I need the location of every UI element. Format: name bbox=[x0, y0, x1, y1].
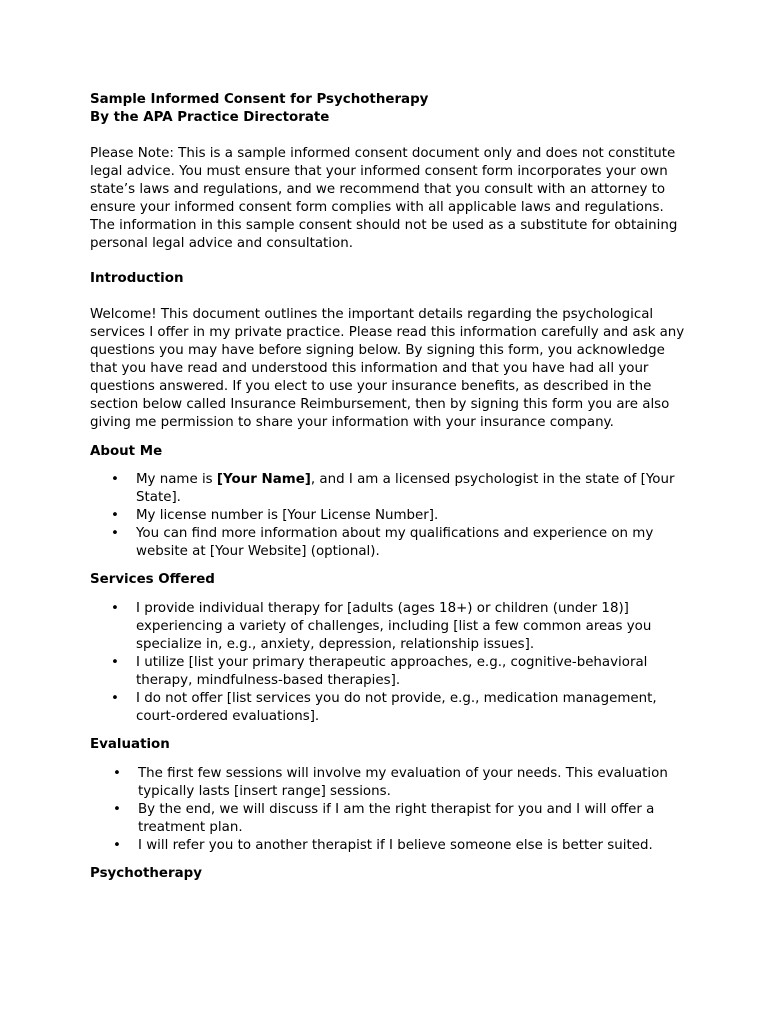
introduction-heading: Introduction bbox=[90, 271, 184, 286]
services-heading: Services Offered bbox=[90, 572, 215, 587]
your-name-placeholder: [Your Name] bbox=[216, 472, 311, 487]
about-me-list bbox=[90, 471, 690, 561]
about-me-item-text: , and I am a licensed psychologist in the state of [Your State]. bbox=[136, 472, 675, 505]
list-item: • I will refer you to another therapist if I believe someone else is better suited. bbox=[90, 837, 690, 855]
about-me-item-text: My name is bbox=[136, 472, 217, 487]
document-subtitle: By the APA Practice Directorate bbox=[90, 110, 330, 125]
list-item bbox=[90, 471, 690, 507]
services-list bbox=[90, 600, 690, 726]
document-content bbox=[90, 91, 690, 883]
introduction-body: Welcome! This document outlines the important details regarding the psychological services I offer in my private practice. Please read this information carefully and ask any questions you may have before signing below. By signing this form, you acknowledge that you have read and understood this information and that you have had all your questions answered. If you elect to use your insurance benefits, as described in the section below called Insurance Reimbursement, then by signing this form you are also giving me permission to share your information with your insurance company. bbox=[90, 307, 685, 430]
evaluation-heading: Evaluation bbox=[90, 737, 170, 752]
list-item: • I do not offer [list services you do not provide, e.g., medication management, court-ordered evaluations]. bbox=[90, 690, 690, 726]
list-item: • I provide individual therapy for [adults (ages 18+) or children (under 18)] experiencing a variety of challenges, including [list a few common areas you specialize in, e.g., anxiety, depression, relationship issues]. bbox=[90, 600, 690, 654]
list-item: • The first few sessions will involve my evaluation of your needs. This evaluation typically lasts [insert range] sessions. bbox=[90, 765, 690, 801]
psychotherapy-heading: Psychotherapy bbox=[90, 866, 202, 881]
list-item: • My license number is [Your License Number]. bbox=[90, 507, 690, 525]
list-item: • I utilize [list your primary therapeutic approaches, e.g., cognitive-behavioral therapy, mindfulness-based therapies]. bbox=[90, 654, 690, 690]
document-title: Sample Informed Consent for Psychotherapy bbox=[90, 92, 429, 107]
legal-note: Please Note: This is a sample informed consent document only and does not constitute legal advice. You must ensure that your informed consent form incorporates your own state’s laws and regulations, and we recommend that you consult with an attorney to ensure your informed consent form complies with all applicable laws and regulations. The information in this sample consent should not be used as a substitute for obtaining personal legal advice and consultation. bbox=[90, 146, 678, 251]
about-me-heading: About Me bbox=[90, 444, 163, 459]
list-item: • By the end, we will discuss if I am the right therapist for you and I will offer a treatment plan. bbox=[90, 801, 690, 837]
list-item: • You can find more information about my qualifications and experience on my website at [Your Website] (optional). bbox=[90, 525, 690, 561]
evaluation-list bbox=[90, 765, 690, 855]
